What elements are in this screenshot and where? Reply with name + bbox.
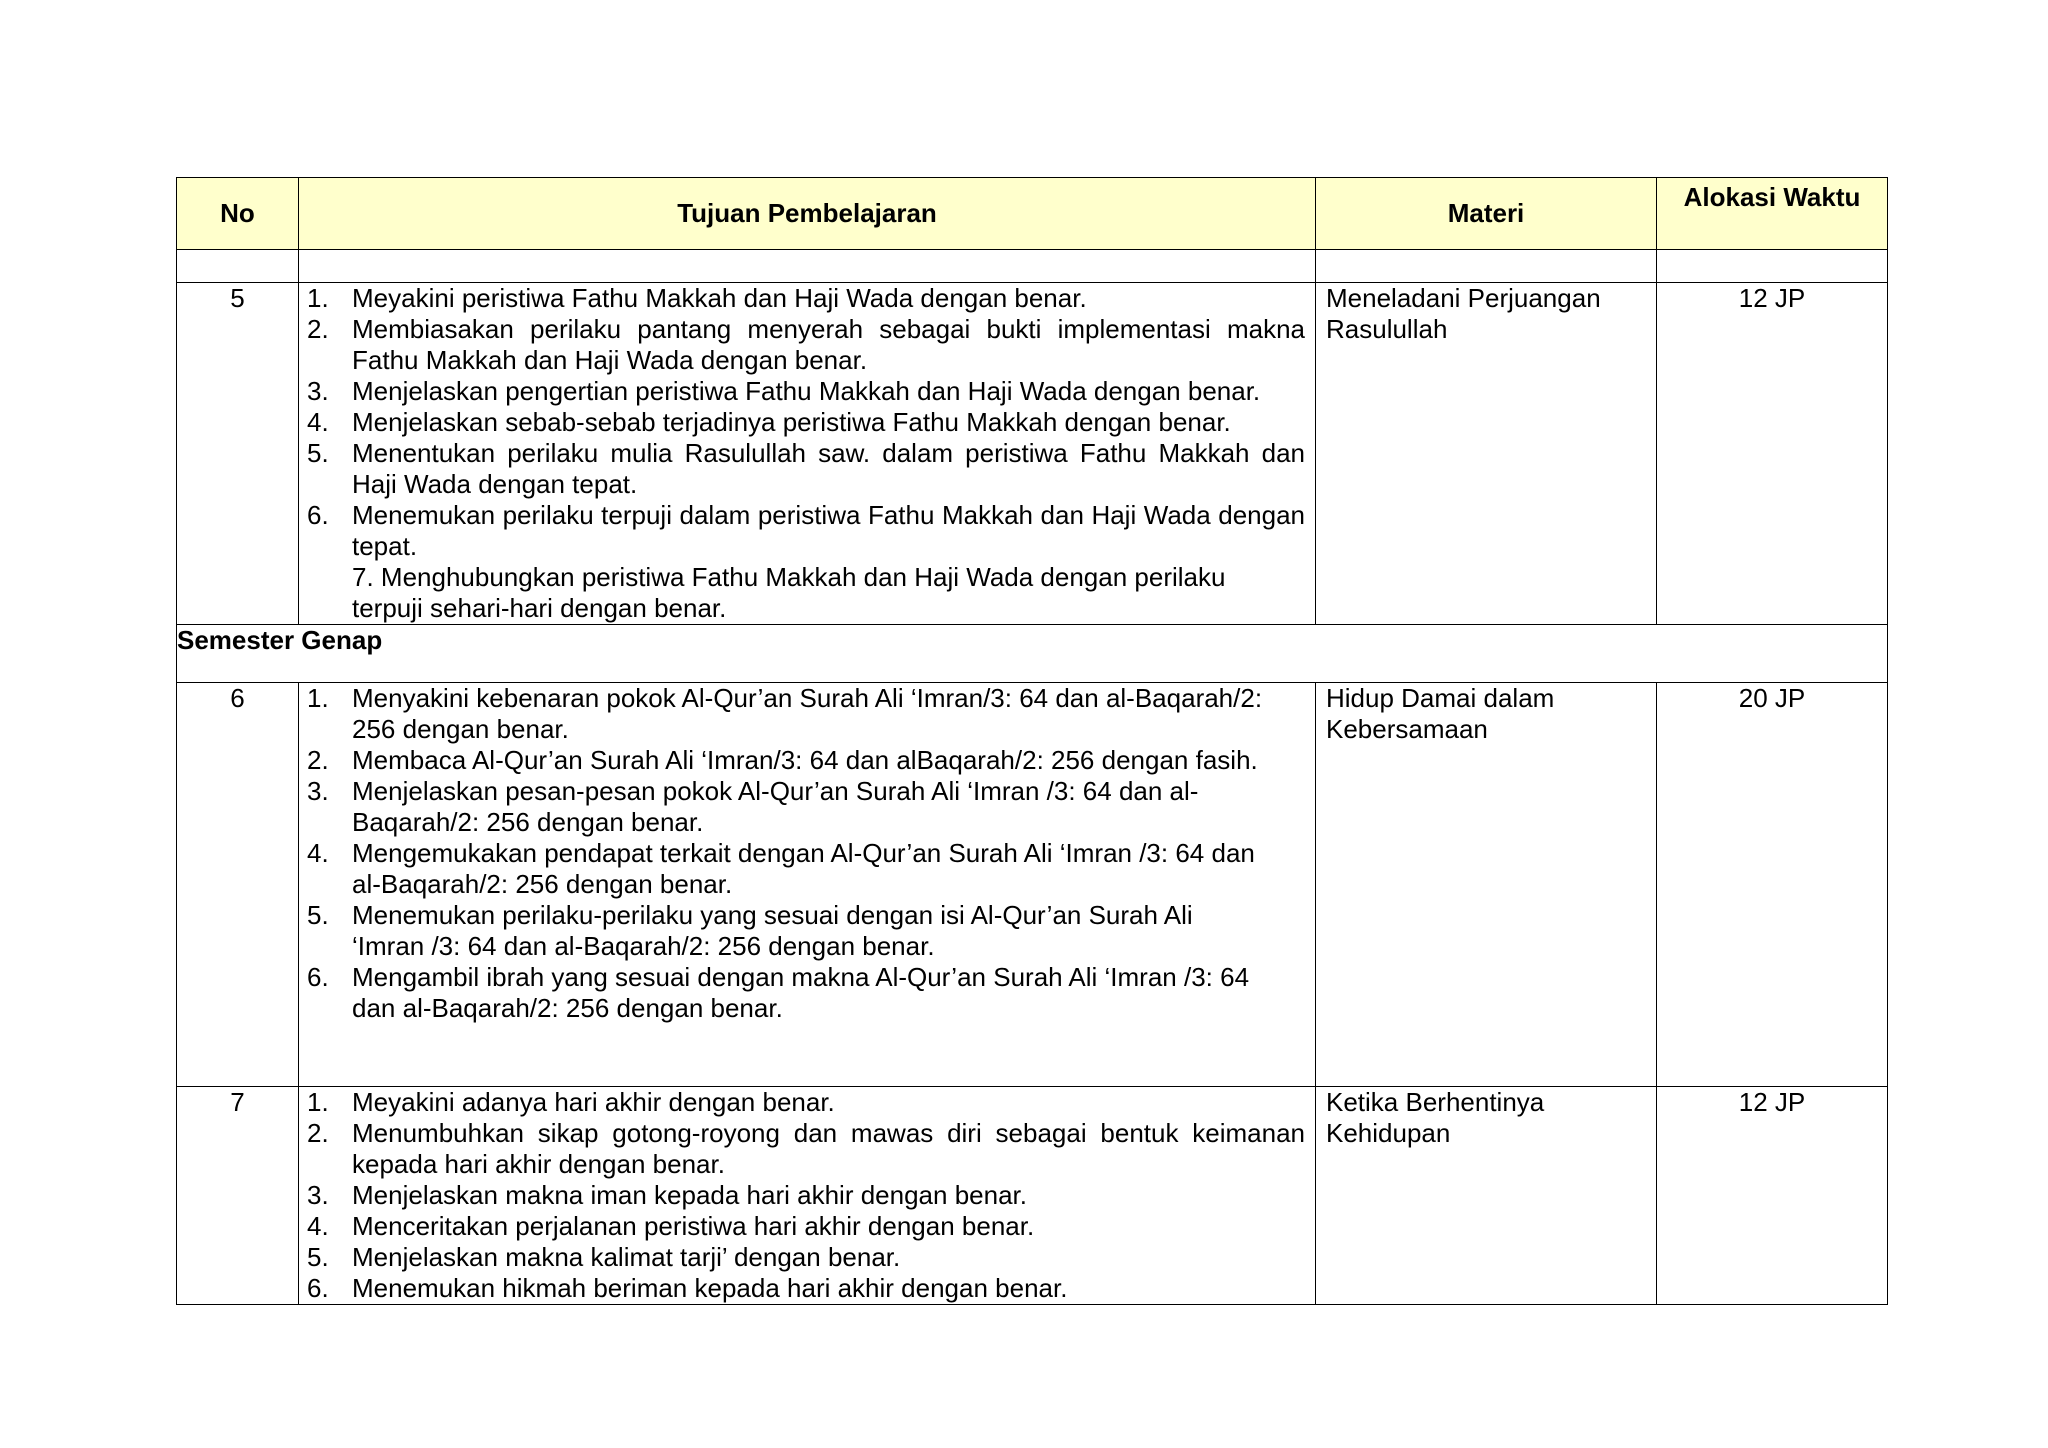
list-item: 2. Membiasakan perilaku pantang menyerah sebagai bukti implementasi makna Fathu Makkah dan Haji Wada dengan benar. (307, 314, 1305, 375)
objectives-list (307, 683, 1305, 1055)
objectives-cell (299, 683, 1316, 1087)
header-alokasi: Alokasi Waktu (1657, 178, 1888, 250)
table-row (177, 683, 1888, 1087)
waktu-cell: 20 JP (1657, 683, 1888, 1087)
empty-row (177, 250, 1888, 283)
list-item: 1. Meyakini peristiwa Fathu Makkah dan Haji Wada dengan benar. (307, 283, 1087, 313)
objectives-list (307, 1087, 1305, 1304)
objectives-cell (299, 1087, 1316, 1305)
list-item: 6. Menemukan hikmah beriman kepada hari akhir dengan benar. (307, 1273, 1068, 1303)
materi-cell: Hidup Damai dalam Kebersamaan (1316, 683, 1657, 1087)
semester-label: Semester Genap (177, 625, 1888, 683)
table-row (177, 1087, 1888, 1305)
list-item: 3. Menjelaskan makna iman kepada hari akhir dengan benar. (307, 1180, 1027, 1210)
header-materi: Materi (1316, 178, 1657, 250)
list-item: 4. Menceritakan perjalanan peristiwa hari akhir dengan benar. (307, 1211, 1035, 1241)
list-item: 4. Menjelaskan sebab-sebab terjadinya peristiwa Fathu Makkah dengan benar. (307, 407, 1231, 437)
list-item: 4. Mengemukakan pendapat terkait dengan Al-Qur’an Surah Ali ‘Imran /3: 64 dan al-Baqarah/2: 256 dengan benar. (307, 838, 1255, 899)
row-number: 5 (177, 283, 299, 625)
list-item: 3. Menjelaskan pesan-pesan pokok Al-Qur’an Surah Ali ‘Imran /3: 64 dan al-Baqarah/2: 256 dengan benar. (307, 776, 1199, 837)
header-no: No (177, 178, 299, 250)
list-item: 7. Menghubungkan peristiwa Fathu Makkah dan Haji Wada dengan perilaku terpuji sehari-hari dengan benar. (352, 562, 1226, 623)
list-item: 5. Menentukan perilaku mulia Rasulullah saw. dalam peristiwa Fathu Makkah dan Haji Wada dengan tepat. (307, 438, 1305, 499)
list-item: 5. Menemukan perilaku-perilaku yang sesuai dengan isi Al-Qur’an Surah Ali ‘Imran /3: 64 dan al-Baqarah/2: 256 dengan benar. (307, 900, 1193, 961)
waktu-cell: 12 JP (1657, 283, 1888, 625)
materi-cell: Meneladani Perjuangan Rasulullah (1316, 283, 1657, 625)
list-item: 1. Menyakini kebenaran pokok Al-Qur’an Surah Ali ‘Imran/3: 64 dan al-Baqarah/2: 256 dengan benar. (307, 683, 1263, 744)
list-item: 6. Menemukan perilaku terpuji dalam peristiwa Fathu Makkah dan Haji Wada dengan tepat. (307, 500, 1305, 561)
table-header-row (177, 178, 1888, 250)
list-item: 6. Mengambil ibrah yang sesuai dengan makna Al-Qur’an Surah Ali ‘Imran /3: 64 dan al-Baqarah/2: 256 dengan benar. (307, 962, 1250, 1023)
list-item: 3. Menjelaskan pengertian peristiwa Fathu Makkah dan Haji Wada dengan benar. (307, 376, 1261, 406)
semester-row (177, 625, 1888, 683)
list-item: 2. Menumbuhkan sikap gotong-royong dan mawas diri sebagai bentuk keimanan kepada hari akhir dengan benar. (307, 1118, 1305, 1179)
table-row (177, 283, 1888, 625)
header-tujuan: Tujuan Pembelajaran (299, 178, 1316, 250)
materi-cell: Ketika Berhentinya Kehidupan (1316, 1087, 1657, 1305)
objectives-cell (299, 283, 1316, 625)
list-item: 1. Meyakini adanya hari akhir dengan benar. (307, 1087, 835, 1117)
learning-objectives-table (176, 177, 1888, 1305)
row-number: 7 (177, 1087, 299, 1305)
waktu-cell: 12 JP (1657, 1087, 1888, 1305)
list-item: 2. Membaca Al-Qur’an Surah Ali ‘Imran/3: 64 dan alBaqarah/2: 256 dengan fasih. (307, 745, 1258, 775)
objectives-list (307, 283, 1305, 624)
row-number: 6 (177, 683, 299, 1087)
list-item: 5. Menjelaskan makna kalimat tarji’ dengan benar. (307, 1242, 901, 1272)
